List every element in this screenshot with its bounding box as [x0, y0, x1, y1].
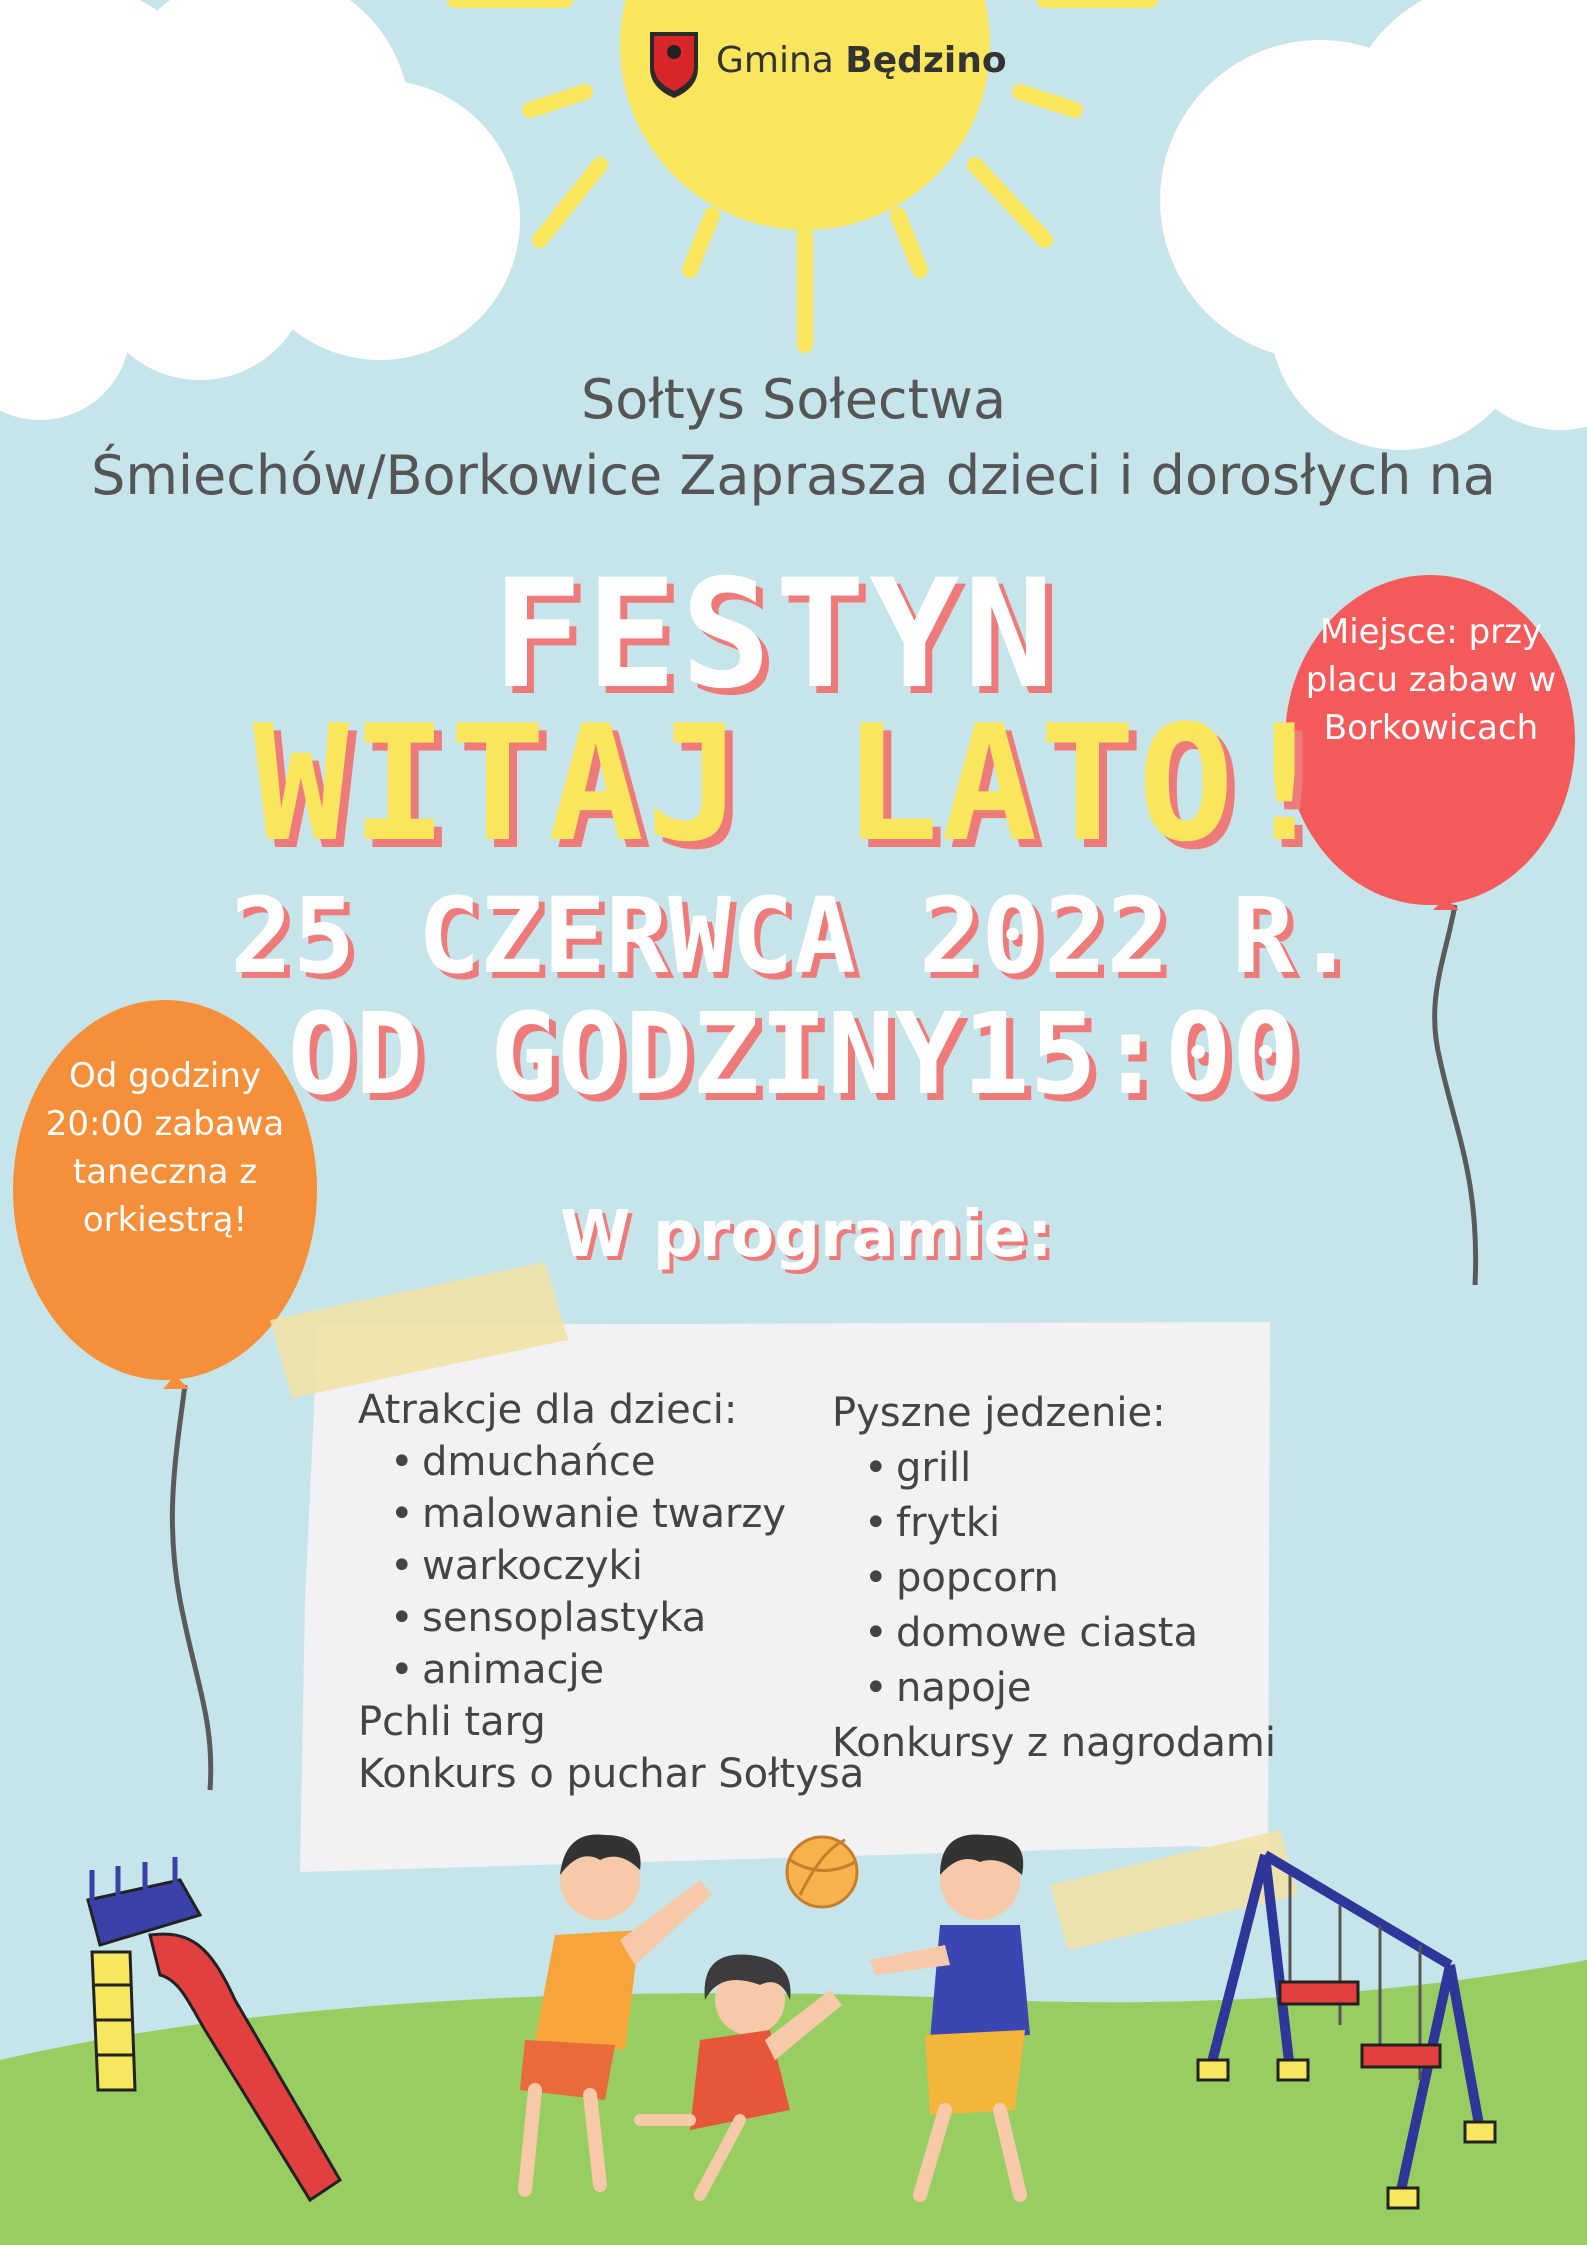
headline-festyn: FESTYN [492, 548, 1058, 722]
program-food-column [832, 1386, 1276, 1771]
list-item: • domowe ciasta [832, 1606, 1276, 1661]
kids-extra-item: Pchli targ [358, 1699, 546, 1745]
list-item: • warkoczyki [358, 1540, 864, 1592]
food-title: Pyszne jedzenie: [832, 1390, 1166, 1436]
program-heading: W programie: [560, 1198, 1053, 1272]
list-item: • frytki [832, 1496, 1276, 1551]
list-item: • popcorn [832, 1551, 1276, 1606]
cloud-left [0, 0, 520, 420]
logo [716, 40, 1007, 81]
program-kids-column [358, 1384, 864, 1800]
logo-text-bold: Będzino [845, 40, 1007, 81]
list-item: • napoje [832, 1661, 1276, 1716]
food-extra-item: Konkursy z nagrodami [832, 1720, 1277, 1766]
kids-extra-item: Konkurs o puchar Sołtysa [358, 1751, 865, 1797]
invite-line-1: Sołtys Sołectwa [580, 368, 1007, 431]
invite-line-2: Śmiechów/Borkowice Zaprasza dzieci i dorosłych na [91, 444, 1496, 507]
ball-icon [787, 1837, 857, 1907]
event-date: 25 CZERWCA 2022 R. [229, 875, 1358, 997]
balloon-orange-text: Od godziny 20:00 zabawa taneczna z orkiestrą! [45, 1056, 285, 1240]
list-item: • grill [832, 1441, 1276, 1496]
list-item: • sensoplastyka [358, 1592, 864, 1644]
kids-title: Atrakcje dla dzieci: [358, 1387, 738, 1433]
balloon-red-text: Miejsce: przy placu zabaw w Borkowicach [1305, 612, 1557, 748]
logo-text-regular: Gmina [716, 40, 846, 81]
event-hour: OD GODZINY15:00 [287, 990, 1300, 1120]
list-item: • malowanie twarzy [358, 1488, 864, 1540]
list-item: • animacje [358, 1644, 864, 1696]
headline-witaj-lato: WITAJ LATO! [252, 690, 1335, 877]
list-item: • dmuchańce [358, 1436, 864, 1488]
